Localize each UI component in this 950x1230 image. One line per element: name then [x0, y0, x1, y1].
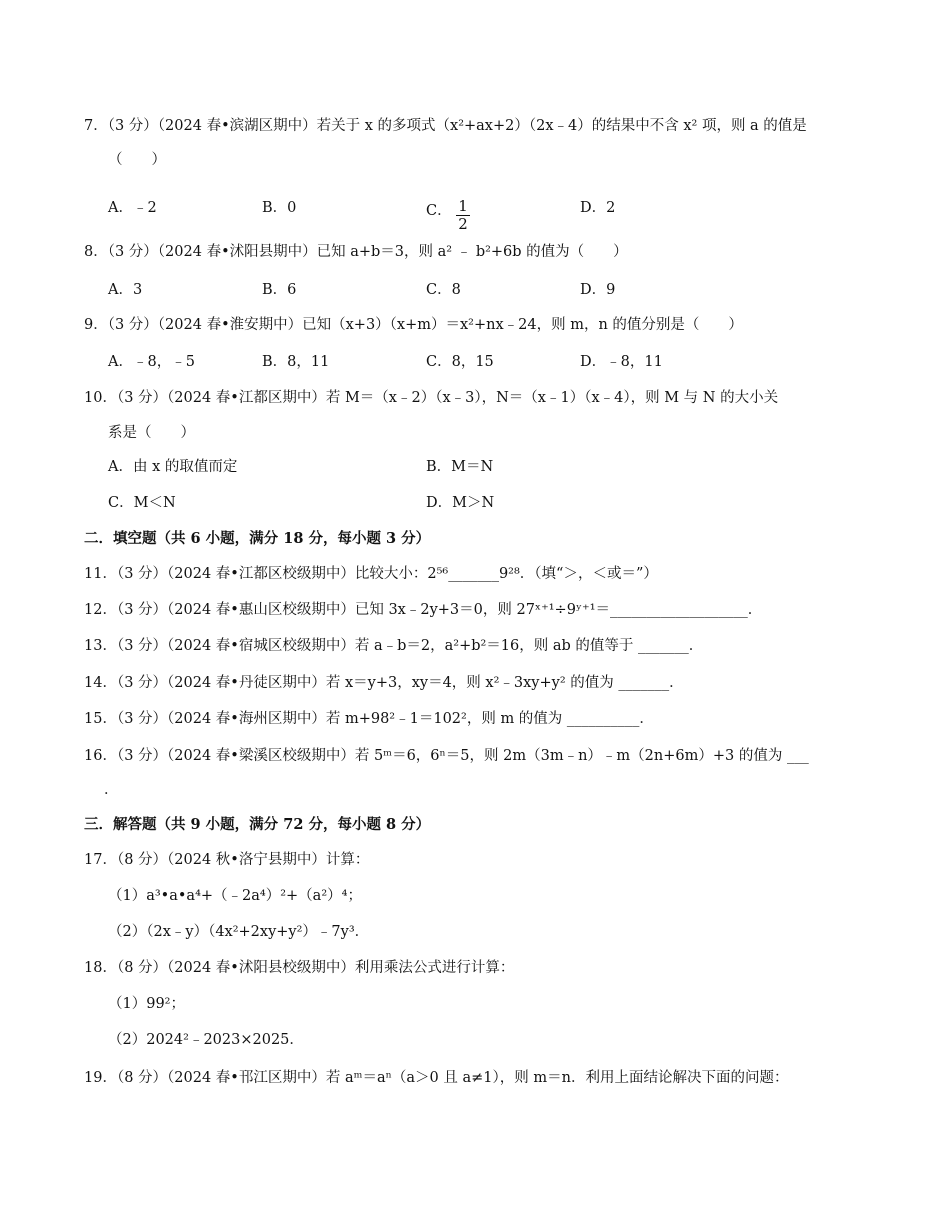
q7-option-c-label: C．	[426, 203, 452, 219]
q9-stem: 9．（3 分）（2024 春•淮安期中）已知（x+3）（x+m）＝x²+nx﹣24，则 m，n 的值分别是（ ）	[84, 317, 743, 333]
q17-part2: （2）（2x﹣y）（4x²+2xy+y²）﹣7y³．	[108, 924, 370, 940]
q7-option-b: B．0	[262, 200, 297, 216]
section-heading-fill-in: 二．填空题（共 6 小题，满分 18 分，每小题 3 分）	[84, 530, 431, 547]
q18-part1: （1）99²；	[108, 996, 185, 1012]
q14: 14．（3 分）（2024 春•丹徒区期中）若 x＝y+3，xy＝4，则 x²﹣3xy+y² 的值为 _______．	[84, 675, 684, 691]
q8-option-a: A．3	[108, 282, 143, 298]
q7-option-a: A．﹣2	[108, 200, 157, 216]
q9-option-d: D．﹣8，11	[580, 354, 663, 370]
q15: 15．（3 分）（2024 春•海州区期中）若 m+98²﹣1＝102²，则 m 的值为 __________．	[84, 711, 654, 727]
q9-option-b: B．8，11	[262, 354, 330, 370]
q17-stem: 17．（8 分）（2024 秋•洛宁县期中）计算：	[84, 852, 370, 868]
section-heading-answer: 三．解答题（共 9 小题，满分 72 分，每小题 8 分）	[84, 816, 431, 833]
q7-option-d: D．2	[580, 200, 616, 216]
q16-stem-cont: ．	[104, 782, 119, 798]
q10-option-a: A．由 x 的取值而定	[108, 459, 238, 475]
q18-stem: 18．（8 分）（2024 春•沭阳县校级期中）利用乘法公式进行计算：	[84, 960, 515, 976]
fraction-denominator: 2	[458, 215, 468, 233]
q7-option-c-fraction	[456, 198, 470, 233]
q10-stem: 10．（3 分）（2024 春•江都区期中）若 M＝（x﹣2）（x﹣3），N＝（x﹣1）（x﹣4），则 M 与 N 的大小关	[84, 390, 779, 406]
q7-stem-text: 7．（3 分）（2024 春•滨湖区期中）若关于 x 的多项式（x²+ax+2）（2x﹣4）的结果中不含 x² 项，则 a 的值是	[84, 118, 807, 134]
q8-option-c: C．8	[426, 282, 461, 298]
q7-option-c	[426, 198, 470, 233]
q13: 13．（3 分）（2024 春•宿城区校级期中）若 a﹣b＝2，a²+b²＝16，则 ab 的值等于 _______．	[84, 638, 704, 654]
q7-bracket: （ ）	[108, 152, 166, 168]
q10-option-c: C．M＜N	[108, 495, 176, 511]
q18-part2: （2）2024²﹣2023×2025．	[108, 1032, 304, 1048]
q8-option-b: B．6	[262, 282, 297, 298]
q10-option-b: B．M＝N	[426, 459, 494, 475]
q8-option-d: D．9	[580, 282, 616, 298]
fraction-numerator: 1	[458, 197, 468, 215]
q11: 11．（3 分）（2024 春•江都区校级期中）比较大小：2⁵⁶_______9²⁸．（填“＞，＜或＝”）	[84, 566, 658, 582]
q9-option-a: A．﹣8，﹣5	[108, 354, 195, 370]
q17-part1: （1）a³•a•a⁴+（﹣2a⁴）²+（a²）⁴；	[108, 888, 362, 904]
q8-stem: 8．（3 分）（2024 春•沭阳县期中）已知 a+b＝3，则 a² ﹣ b²+6b 的值为（ ）	[84, 244, 628, 260]
q19-stem: 19．（8 分）（2024 春•邗江区期中）若 aᵐ＝aⁿ（a＞0 且 a≠1），则 m＝n．利用上面结论解决下面的问题：	[84, 1070, 789, 1086]
q16-stem: 16．（3 分）（2024 春•梁溪区校级期中）若 5ᵐ＝6，6ⁿ＝5，则 2m（3m﹣n）﹣m（2n+6m）+3 的值为 ___	[84, 748, 809, 764]
q10-option-d: D．M＞N	[426, 495, 495, 511]
q10-stem-cont: 系是（ ）	[108, 425, 195, 441]
q12: 12．（3 分）（2024 春•惠山区校级期中）已知 3x﹣2y+3＝0，则 27ˣ⁺¹÷9ʸ⁺¹＝___________________．	[84, 602, 763, 618]
q9-option-c: C．8，15	[426, 354, 494, 370]
q7-stem	[84, 116, 807, 136]
